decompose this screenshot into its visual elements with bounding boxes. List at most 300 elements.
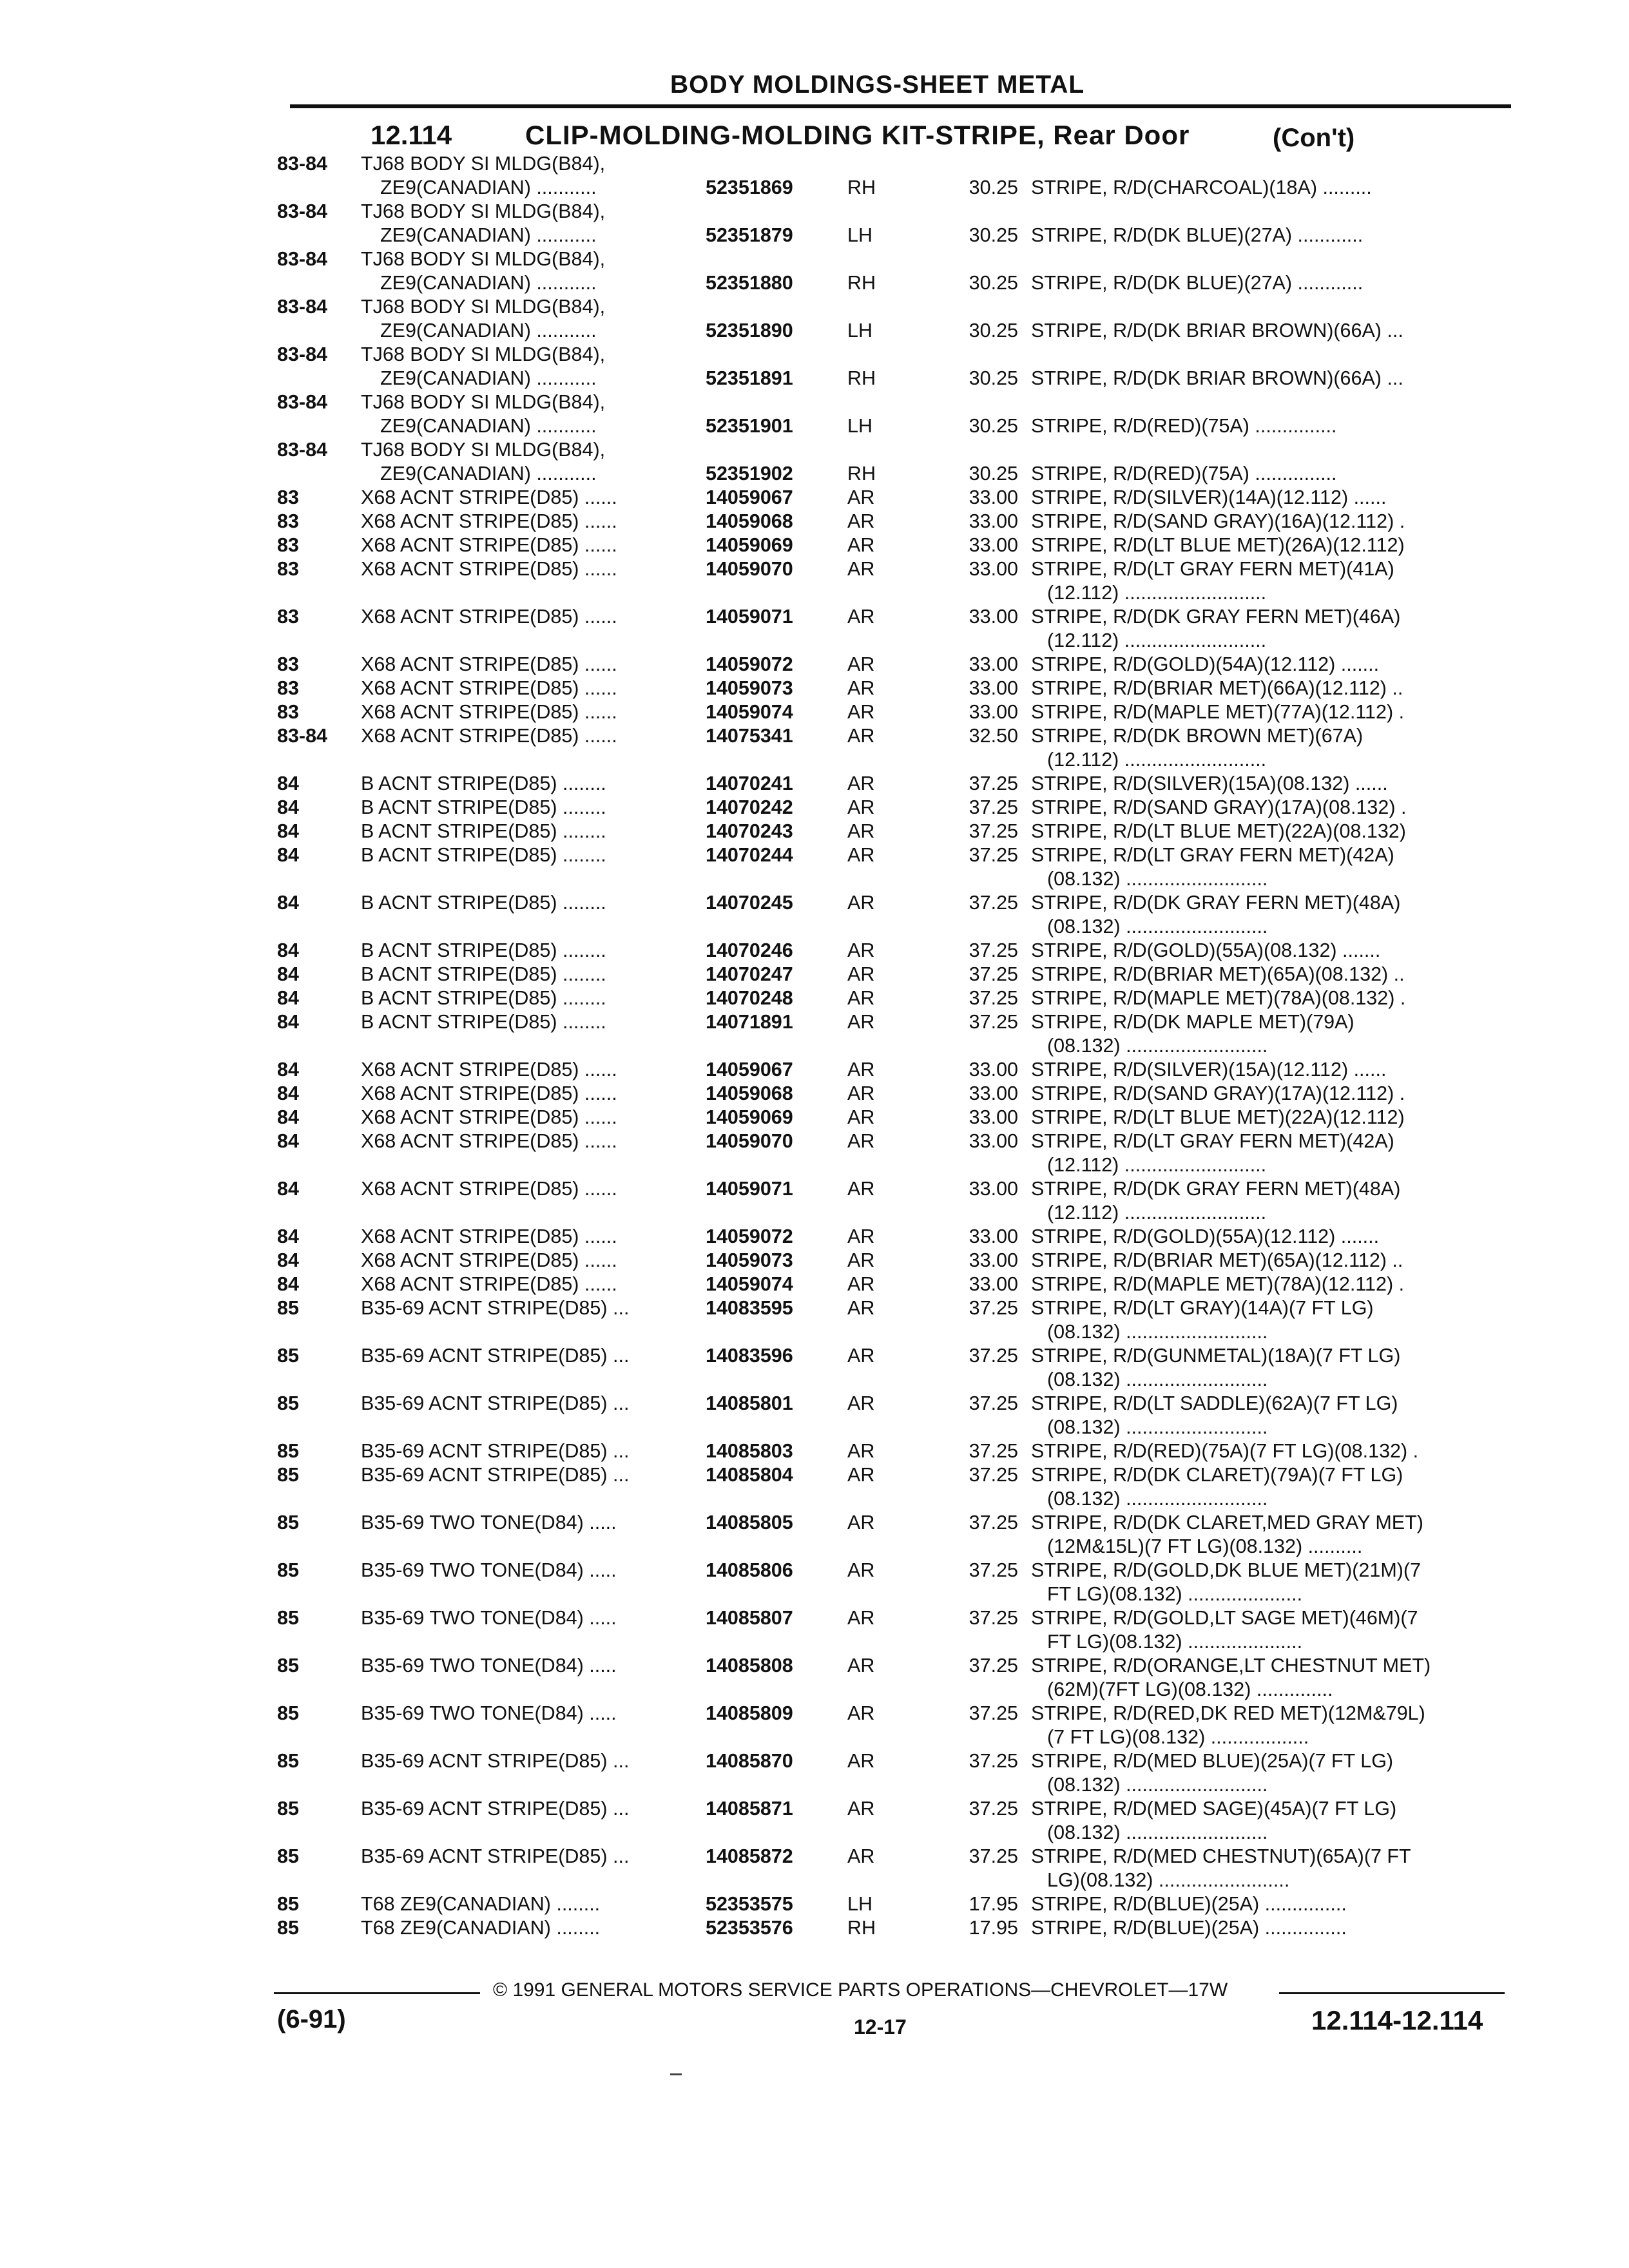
part-description: STRIPE, R/D(MAPLE MET)(78A)(08.132) . (1031, 987, 1406, 1009)
part-row (0, 462, 1629, 486)
part-number: 14085809 (706, 1702, 793, 1724)
part-price: 37.25 (969, 844, 1018, 866)
part-row (0, 1797, 1629, 1821)
part-row (0, 1368, 1629, 1392)
part-description: STRIPE, R/D(RED,DK RED MET)(12M&79L) (1031, 1702, 1425, 1724)
part-row (0, 176, 1629, 200)
part-price: 33.00 (969, 534, 1018, 556)
part-row (0, 271, 1629, 295)
part-row (0, 986, 1629, 1010)
part-price: 37.25 (969, 773, 1018, 794)
part-model: B35-69 TWO TONE(D84) ..... (361, 1655, 617, 1677)
part-number: 14059071 (706, 606, 793, 628)
part-row (0, 1296, 1629, 1320)
part-description: (08.132) .......................... (1047, 916, 1268, 937)
part-row (0, 1892, 1629, 1916)
part-description: STRIPE, R/D(LT BLUE MET)(26A)(12.112) (1031, 534, 1405, 556)
part-price: 37.25 (969, 1655, 1018, 1677)
part-row (0, 1106, 1629, 1129)
part-model: X68 ACNT STRIPE(D85) ...... (361, 1082, 617, 1104)
part-row (0, 796, 1629, 820)
part-year: 83 (277, 534, 299, 556)
part-year: 85 (277, 1440, 299, 1462)
part-year: 84 (277, 1011, 299, 1033)
part-model: B35-69 ACNT STRIPE(D85) ... (361, 1798, 630, 1820)
part-side: RH (847, 177, 876, 198)
part-description: STRIPE, R/D(LT BLUE MET)(22A)(12.112) (1031, 1106, 1405, 1128)
part-price: 30.25 (969, 367, 1018, 389)
part-description: STRIPE, R/D(SAND GRAY)(16A)(12.112) . (1031, 510, 1405, 532)
part-side: AR (847, 963, 875, 985)
part-year: 85 (277, 1297, 299, 1319)
part-description: STRIPE, R/D(MAPLE MET)(78A)(12.112) . (1031, 1273, 1405, 1295)
part-year: 85 (277, 1512, 299, 1533)
part-row (0, 486, 1629, 510)
part-row (0, 772, 1629, 796)
part-number: 14070246 (706, 939, 793, 961)
part-description: FT LG)(08.132) ..................... (1047, 1631, 1303, 1653)
part-price: 37.25 (969, 1559, 1018, 1581)
part-model: X68 ACNT STRIPE(D85) ...... (361, 1059, 617, 1081)
part-number: 14059073 (706, 677, 793, 699)
part-price: 33.00 (969, 1106, 1018, 1128)
part-model: TJ68 BODY SI MLDG(B84), (361, 248, 606, 270)
part-number: 52351869 (706, 177, 793, 198)
part-model: B35-69 ACNT STRIPE(D85) ... (361, 1464, 630, 1486)
part-year: 85 (277, 1345, 299, 1367)
part-price: 33.00 (969, 1082, 1018, 1104)
part-row (0, 1416, 1629, 1439)
part-price: 33.00 (969, 1249, 1018, 1271)
part-model: B35-69 TWO TONE(D84) ..... (361, 1702, 617, 1724)
part-description: (08.132) .......................... (1047, 1774, 1268, 1796)
part-side: AR (847, 1512, 875, 1533)
part-side: AR (847, 1464, 875, 1486)
part-side: AR (847, 773, 875, 794)
footer-section-range: 12.114-12.114 (1311, 2005, 1483, 2035)
part-price: 37.25 (969, 1512, 1018, 1533)
part-year: 83 (277, 486, 299, 508)
part-number: 14059070 (706, 1130, 793, 1152)
part-year: 84 (277, 987, 299, 1009)
part-description: STRIPE, R/D(LT GRAY)(14A)(7 FT LG) (1031, 1297, 1374, 1319)
footer-copyright: © 1991 GENERAL MOTORS SERVICE PARTS OPERATIONS—CHEVROLET—17W (493, 1979, 1228, 2001)
part-year: 84 (277, 796, 299, 818)
part-model: X68 ACNT STRIPE(D85) ...... (361, 1249, 617, 1271)
part-year: 83 (277, 606, 299, 628)
part-price: 33.00 (969, 1059, 1018, 1081)
part-row (0, 438, 1629, 462)
part-number: 14085803 (706, 1440, 793, 1462)
part-price: 37.25 (969, 820, 1018, 842)
part-year: 85 (277, 1750, 299, 1772)
part-year: 84 (277, 1249, 299, 1271)
part-number: 14085870 (706, 1750, 793, 1772)
part-description: STRIPE, R/D(DK GRAY FERN MET)(48A) (1031, 1178, 1401, 1200)
part-year: 83 (277, 701, 299, 723)
part-price: 32.50 (969, 725, 1018, 747)
part-description: STRIPE, R/D(GOLD)(55A)(08.132) ....... (1031, 939, 1381, 961)
part-description: STRIPE, R/D(DK BROWN MET)(67A) (1031, 725, 1364, 747)
part-number: 14071891 (706, 1011, 793, 1033)
part-year: 84 (277, 820, 299, 842)
part-price: 33.00 (969, 653, 1018, 675)
part-price: 33.00 (969, 510, 1018, 532)
part-row (0, 557, 1629, 581)
part-row (0, 1344, 1629, 1368)
part-side: AR (847, 486, 875, 508)
part-row (0, 533, 1629, 557)
part-year: 84 (277, 1059, 299, 1081)
part-side: AR (847, 892, 875, 914)
part-number: 14059069 (706, 534, 793, 556)
part-row (0, 247, 1629, 271)
part-description: STRIPE, R/D(BRIAR MET)(66A)(12.112) .. (1031, 677, 1403, 699)
part-model: ZE9(CANADIAN) ........... (380, 272, 597, 294)
part-model: B35-69 ACNT STRIPE(D85) ... (361, 1392, 630, 1414)
part-number: 14083595 (706, 1297, 793, 1319)
part-price: 37.25 (969, 987, 1018, 1009)
part-number: 14083596 (706, 1345, 793, 1367)
part-description: (08.132) .......................... (1047, 1416, 1268, 1438)
part-description: STRIPE, R/D(DK GRAY FERN MET)(46A) (1031, 606, 1401, 628)
part-number: 14070241 (706, 773, 793, 794)
part-year: 84 (277, 939, 299, 961)
part-year: 83-84 (277, 153, 328, 175)
part-row (0, 1201, 1629, 1225)
part-year: 84 (277, 844, 299, 866)
part-model: B35-69 ACNT STRIPE(D85) ... (361, 1440, 630, 1462)
part-description: STRIPE, R/D(DK MAPLE MET)(79A) (1031, 1011, 1354, 1033)
part-number: 52351890 (706, 320, 793, 341)
part-model: B ACNT STRIPE(D85) ........ (361, 963, 606, 985)
part-number: 14085804 (706, 1464, 793, 1486)
part-year: 84 (277, 1082, 299, 1104)
part-description: STRIPE, R/D(LT GRAY FERN MET)(42A) (1031, 1130, 1394, 1152)
part-row (0, 1916, 1629, 1940)
scan-speck (670, 2073, 682, 2075)
part-number: 14070248 (706, 987, 793, 1009)
part-row (0, 1058, 1629, 1082)
footer-rule-left (274, 1992, 480, 1994)
part-description: STRIPE, R/D(CHARCOAL)(18A) ......... (1031, 177, 1372, 198)
part-year: 83 (277, 677, 299, 699)
part-row (0, 605, 1629, 629)
part-model: B35-69 ACNT STRIPE(D85) ... (361, 1297, 630, 1319)
part-row (0, 843, 1629, 867)
part-model: X68 ACNT STRIPE(D85) ...... (361, 558, 617, 580)
part-side: AR (847, 987, 875, 1009)
part-description: (12.112) .......................... (1047, 582, 1267, 604)
part-row (0, 1153, 1629, 1177)
part-model: X68 ACNT STRIPE(D85) ...... (361, 725, 617, 747)
part-side: AR (847, 1392, 875, 1414)
part-model: ZE9(CANADIAN) ........... (380, 367, 597, 389)
part-side: LH (847, 320, 872, 341)
part-side: RH (847, 463, 876, 485)
part-model: X68 ACNT STRIPE(D85) ...... (361, 677, 617, 699)
part-description: STRIPE, R/D(BLUE)(25A) ............... (1031, 1917, 1347, 1939)
part-price: 37.25 (969, 1297, 1018, 1319)
part-price: 37.25 (969, 1845, 1018, 1867)
part-number: 52351880 (706, 272, 793, 294)
part-description: STRIPE, R/D(SILVER)(15A)(08.132) ...... (1031, 773, 1388, 794)
part-year: 85 (277, 1607, 299, 1629)
part-number: 14070247 (706, 963, 793, 985)
part-number: 14059067 (706, 1059, 793, 1081)
part-row (0, 1010, 1629, 1034)
part-side: AR (847, 1249, 875, 1271)
part-description: (62M)(7FT LG)(08.132) .............. (1047, 1678, 1333, 1700)
part-model: B ACNT STRIPE(D85) ........ (361, 892, 606, 914)
part-number: 14085805 (706, 1512, 793, 1533)
part-side: AR (847, 1440, 875, 1462)
part-row (0, 1177, 1629, 1201)
part-number: 14085808 (706, 1655, 793, 1677)
part-model: ZE9(CANADIAN) ........... (380, 415, 597, 437)
part-row (0, 820, 1629, 843)
part-row (0, 1273, 1629, 1296)
part-row (0, 891, 1629, 915)
part-description: STRIPE, R/D(GOLD,LT SAGE MET)(46M)(7 (1031, 1607, 1418, 1629)
part-model: X68 ACNT STRIPE(D85) ...... (361, 1106, 617, 1128)
part-model: B ACNT STRIPE(D85) ........ (361, 939, 606, 961)
part-side: AR (847, 1702, 875, 1724)
part-side: AR (847, 1130, 875, 1152)
part-row (0, 724, 1629, 748)
part-year: 83-84 (277, 725, 328, 747)
part-year: 83 (277, 558, 299, 580)
part-number: 14059067 (706, 486, 793, 508)
part-row (0, 319, 1629, 343)
part-side: AR (847, 1225, 875, 1247)
part-number: 14070243 (706, 820, 793, 842)
part-description: (12.112) .......................... (1047, 749, 1267, 771)
part-row (0, 414, 1629, 438)
part-price: 37.25 (969, 1798, 1018, 1820)
part-description: (08.132) .......................... (1047, 1488, 1268, 1510)
part-price: 37.25 (969, 1392, 1018, 1414)
part-model: B35-69 TWO TONE(D84) ..... (361, 1512, 617, 1533)
part-row (0, 367, 1629, 390)
part-side: LH (847, 224, 872, 246)
part-row (0, 1749, 1629, 1773)
part-price: 33.00 (969, 1130, 1018, 1152)
part-number: 52353575 (706, 1893, 793, 1915)
part-year: 84 (277, 773, 299, 794)
part-price: 37.25 (969, 892, 1018, 914)
part-model: B ACNT STRIPE(D85) ........ (361, 773, 606, 794)
part-row (0, 1821, 1629, 1845)
part-side: AR (847, 1082, 875, 1104)
part-description: STRIPE, R/D(SILVER)(14A)(12.112) ...... (1031, 486, 1387, 508)
part-price: 33.00 (969, 1225, 1018, 1247)
part-model: B ACNT STRIPE(D85) ........ (361, 796, 606, 818)
part-row (0, 963, 1629, 986)
part-side: RH (847, 1917, 876, 1939)
part-price: 33.00 (969, 1178, 1018, 1200)
part-side: AR (847, 701, 875, 723)
part-price: 37.25 (969, 1750, 1018, 1772)
part-side: AR (847, 1106, 875, 1128)
part-description: (08.132) .......................... (1047, 1321, 1268, 1343)
part-row (0, 152, 1629, 176)
part-row (0, 1773, 1629, 1797)
part-price: 30.25 (969, 463, 1018, 485)
part-row (0, 581, 1629, 605)
part-model: X68 ACNT STRIPE(D85) ...... (361, 1273, 617, 1295)
part-side: AR (847, 1297, 875, 1319)
part-side: AR (847, 1798, 875, 1820)
part-number: 14085806 (706, 1559, 793, 1581)
part-model: B ACNT STRIPE(D85) ........ (361, 844, 606, 866)
part-side: AR (847, 1607, 875, 1629)
part-row (0, 390, 1629, 414)
part-description: STRIPE, R/D(BLUE)(25A) ............... (1031, 1893, 1347, 1915)
part-description: (08.132) .......................... (1047, 868, 1268, 890)
part-row (0, 867, 1629, 891)
part-number: 14059072 (706, 653, 793, 675)
part-price: 17.95 (969, 1917, 1018, 1939)
part-row (0, 1725, 1629, 1749)
part-model: TJ68 BODY SI MLDG(B84), (361, 200, 606, 222)
part-description: STRIPE, R/D(RED)(75A) ............... (1031, 415, 1337, 437)
part-year: 85 (277, 1702, 299, 1724)
part-model: B35-69 ACNT STRIPE(D85) ... (361, 1345, 630, 1367)
part-price: 37.25 (969, 963, 1018, 985)
part-description: STRIPE, R/D(DK BRIAR BROWN)(66A) ... (1031, 367, 1403, 389)
part-side: RH (847, 272, 876, 294)
part-row (0, 1845, 1629, 1869)
part-row (0, 1702, 1629, 1725)
part-price: 33.00 (969, 1273, 1018, 1295)
part-side: AR (847, 844, 875, 866)
part-side: AR (847, 677, 875, 699)
part-description: STRIPE, R/D(MED SAGE)(45A)(7 FT LG) (1031, 1798, 1397, 1820)
part-side: AR (847, 1011, 875, 1033)
part-row (0, 700, 1629, 724)
part-number: 14059074 (706, 701, 793, 723)
part-description: STRIPE, R/D(LT SADDLE)(62A)(7 FT LG) (1031, 1392, 1398, 1414)
part-side: AR (847, 606, 875, 628)
part-row (0, 748, 1629, 772)
part-model: B ACNT STRIPE(D85) ........ (361, 820, 606, 842)
part-row (0, 1463, 1629, 1487)
part-description: STRIPE, R/D(RED)(75A)(7 FT LG)(08.132) . (1031, 1440, 1419, 1462)
part-side: AR (847, 510, 875, 532)
part-year: 83-84 (277, 248, 328, 270)
part-row (0, 1606, 1629, 1630)
section-continued: (Con't) (1273, 124, 1355, 152)
part-year: 84 (277, 1130, 299, 1152)
part-row (0, 1654, 1629, 1678)
part-model: X68 ACNT STRIPE(D85) ...... (361, 701, 617, 723)
part-price: 17.95 (969, 1893, 1018, 1915)
part-price: 30.25 (969, 272, 1018, 294)
part-description: STRIPE, R/D(DK CLARET)(79A)(7 FT LG) (1031, 1464, 1403, 1486)
part-side: AR (847, 820, 875, 842)
part-row (0, 1320, 1629, 1344)
part-row (0, 1129, 1629, 1153)
part-row (0, 1582, 1629, 1606)
part-number: 14085871 (706, 1798, 793, 1820)
part-year: 84 (277, 892, 299, 914)
part-year: 83-84 (277, 200, 328, 222)
part-number: 14059070 (706, 558, 793, 580)
part-model: TJ68 BODY SI MLDG(B84), (361, 343, 606, 365)
part-side: AR (847, 534, 875, 556)
part-side: RH (847, 367, 876, 389)
part-number: 14059068 (706, 1082, 793, 1104)
part-row (0, 629, 1629, 653)
part-model: ZE9(CANADIAN) ........... (380, 320, 597, 341)
part-side: AR (847, 725, 875, 747)
part-price: 37.25 (969, 1011, 1018, 1033)
part-row (0, 1249, 1629, 1273)
part-description: STRIPE, R/D(SAND GRAY)(17A)(08.132) . (1031, 796, 1407, 818)
part-side: AR (847, 939, 875, 961)
part-year: 83-84 (277, 391, 328, 413)
part-side: AR (847, 1750, 875, 1772)
part-year: 83-84 (277, 343, 328, 365)
part-price: 33.00 (969, 606, 1018, 628)
part-number: 14059074 (706, 1273, 793, 1295)
part-number: 14070244 (706, 844, 793, 866)
part-price: 37.25 (969, 1440, 1018, 1462)
part-number: 14075341 (706, 725, 793, 747)
part-description: STRIPE, R/D(MED CHESTNUT)(65A)(7 FT (1031, 1845, 1411, 1867)
part-model: B ACNT STRIPE(D85) ........ (361, 987, 606, 1009)
part-side: AR (847, 558, 875, 580)
part-description: LG)(08.132) ........................ (1047, 1869, 1290, 1891)
part-year: 83 (277, 653, 299, 675)
part-price: 30.25 (969, 415, 1018, 437)
part-year: 83-84 (277, 439, 328, 461)
part-side: LH (847, 415, 872, 437)
part-year: 85 (277, 1893, 299, 1915)
part-description: STRIPE, R/D(DK BLUE)(27A) ............ (1031, 272, 1364, 294)
part-price: 30.25 (969, 224, 1018, 246)
part-price: 37.25 (969, 1702, 1018, 1724)
part-row (0, 1511, 1629, 1535)
part-number: 52351902 (706, 463, 793, 485)
part-price: 37.25 (969, 1345, 1018, 1367)
part-price: 37.25 (969, 796, 1018, 818)
part-row (0, 1082, 1629, 1106)
part-model: X68 ACNT STRIPE(D85) ...... (361, 1178, 617, 1200)
part-model: B35-69 ACNT STRIPE(D85) ... (361, 1845, 630, 1867)
part-model: X68 ACNT STRIPE(D85) ...... (361, 1225, 617, 1247)
part-side: AR (847, 653, 875, 675)
part-row (0, 915, 1629, 939)
part-price: 37.25 (969, 1464, 1018, 1486)
parts-list (0, 152, 1629, 1940)
part-price: 37.25 (969, 939, 1018, 961)
part-description: STRIPE, R/D(DK CLARET,MED GRAY MET) (1031, 1512, 1423, 1533)
part-price: 33.00 (969, 677, 1018, 699)
part-model: ZE9(CANADIAN) ........... (380, 224, 597, 246)
page-header-title: BODY MOLDINGS-SHEET METAL (670, 71, 1085, 99)
part-year: 85 (277, 1655, 299, 1677)
part-row (0, 939, 1629, 963)
part-description: STRIPE, R/D(MED BLUE)(25A)(7 FT LG) (1031, 1750, 1394, 1772)
part-row (0, 1392, 1629, 1416)
part-row (0, 1439, 1629, 1463)
part-row (0, 1869, 1629, 1892)
part-model: X68 ACNT STRIPE(D85) ...... (361, 486, 617, 508)
part-year: 83-84 (277, 296, 328, 318)
part-row (0, 1487, 1629, 1511)
